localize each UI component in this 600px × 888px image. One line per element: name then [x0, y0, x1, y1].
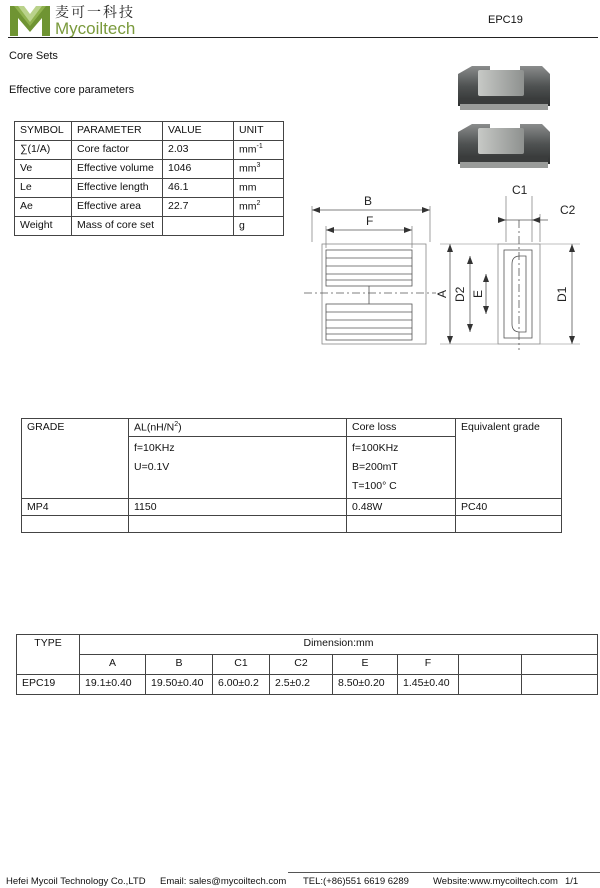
col-header-unit: UNIT: [234, 122, 284, 141]
col-header-type: TYPE: [17, 635, 80, 675]
unit-text: mm: [239, 200, 257, 213]
table-row: [22, 515, 562, 532]
parameter-cell: Effective length: [72, 179, 163, 198]
loss-condition-frequency: f=100KHz: [352, 441, 399, 454]
document-code: EPC19: [488, 14, 523, 26]
al-header-exponent: 2: [174, 421, 179, 428]
unit-exponent: 3: [256, 162, 261, 169]
empty-cell: [456, 515, 562, 532]
col-header-c1: C1: [213, 655, 270, 675]
al-value-cell: 1150: [129, 498, 347, 515]
core-loss-cell: 0.48W: [347, 498, 456, 515]
symbol-cell: Ve: [15, 160, 72, 179]
dim-a-cell: 19.1±0.40: [80, 675, 146, 695]
dim-f-cell: 1.45±0.40: [398, 675, 459, 695]
table-row: [17, 675, 598, 695]
col-header-c2: C2: [270, 655, 333, 675]
dim-label-e: E: [471, 289, 485, 298]
footer-email: Email: sales@mycoiltech.com: [160, 876, 287, 887]
footer-website: Website:www.mycoiltech.com: [433, 876, 558, 887]
lower-core-shape: [458, 124, 550, 168]
col-header-al: [129, 419, 347, 437]
dim-label-f: F: [366, 214, 374, 228]
col-header-grade: GRADE: [22, 419, 129, 499]
unit-text: mm: [239, 143, 257, 156]
footer-company: Hefei Mycoil Technology Co.,LTD: [6, 876, 146, 887]
col-header-a: A: [80, 655, 146, 675]
table-header-row: [17, 635, 598, 655]
dim-b-cell: 19.50±0.40: [146, 675, 213, 695]
col-header-b: B: [146, 655, 213, 675]
grade-table: [21, 418, 562, 533]
loss-condition-temperature: T=100° C: [352, 479, 397, 492]
logo-english-name: Mycoiltech: [55, 19, 136, 38]
params-title: Effective core parameters: [9, 84, 135, 96]
table-row: [15, 217, 284, 236]
value-cell: 46.1: [163, 179, 234, 198]
value-cell: 22.7: [163, 198, 234, 217]
empty-cell: [522, 675, 598, 695]
dim-label-d1: D1: [555, 286, 569, 302]
al-conditions-cell: [129, 436, 347, 498]
table-header-row: [15, 122, 284, 141]
parameter-cell: Effective volume: [72, 160, 163, 179]
unit-cell: [234, 160, 284, 179]
parameter-cell: Core factor: [72, 141, 163, 160]
footer-page-number: 1/1: [565, 876, 579, 887]
value-cell: 1046: [163, 160, 234, 179]
unit-text: g: [239, 219, 245, 232]
symbol-cell: Le: [15, 179, 72, 198]
unit-text: mm: [239, 181, 257, 194]
unit-cell: [234, 198, 284, 217]
al-condition-frequency: f=10KHz: [134, 441, 175, 454]
table-header-row: [22, 419, 562, 437]
value-cell: [163, 217, 234, 236]
dim-label-c1: C1: [512, 183, 528, 197]
dim-label-c2: C2: [560, 203, 576, 217]
unit-text: mm: [239, 162, 257, 175]
unit-cell: [234, 141, 284, 160]
table-row: [15, 141, 284, 160]
empty-cell: [22, 515, 129, 532]
table-row: [15, 179, 284, 198]
unit-exponent: -1: [256, 143, 263, 150]
unit-cell: [234, 217, 284, 236]
empty-cell: [129, 515, 347, 532]
empty-cell: [459, 675, 522, 695]
symbol-cell: Ae: [15, 198, 72, 217]
parameter-cell: Mass of core set: [72, 217, 163, 236]
dim-label-a: A: [435, 289, 449, 298]
equivalent-grade-cell: PC40: [456, 498, 562, 515]
col-header-parameter: PARAMETER: [72, 122, 163, 141]
unit-cell: [234, 179, 284, 198]
value-cell: 2.03: [163, 141, 234, 160]
al-header-close: ): [178, 421, 182, 434]
empty-cell: [347, 515, 456, 532]
al-header-text: AL(nH/N: [134, 421, 175, 434]
table-row: [22, 498, 562, 515]
header-rule: [8, 37, 598, 38]
loss-condition-flux: B=200mT: [352, 460, 398, 473]
dim-label-d2: D2: [453, 286, 467, 302]
col-header-value: VALUE: [163, 122, 234, 141]
col-header-blank: [459, 655, 522, 675]
dim-c2-cell: 2.5±0.2: [270, 675, 333, 695]
table-subheader-row: [17, 655, 598, 675]
dim-e-cell: 8.50±0.20: [333, 675, 398, 695]
symbol-cell: ∑(1/A): [15, 141, 72, 160]
unit-exponent: 2: [256, 200, 261, 207]
col-header-equivalent-grade: Equivalent grade: [456, 419, 562, 499]
col-header-blank: [522, 655, 598, 675]
dimension-diagram: [300, 180, 592, 350]
table-row: [15, 198, 284, 217]
core-params-table: [14, 121, 284, 236]
parameter-cell: Effective area: [72, 198, 163, 217]
table-row: [15, 160, 284, 179]
col-header-symbol: SYMBOL: [15, 122, 72, 141]
col-header-dimension: Dimension:mm: [80, 635, 598, 655]
core-photo-image: [450, 60, 560, 182]
dim-label-b: B: [364, 194, 373, 208]
company-logo-icon: [8, 2, 52, 38]
loss-conditions-cell: [347, 436, 456, 498]
al-condition-voltage: U=0.1V: [134, 460, 170, 473]
logo-chinese-name: 麦可一科技: [55, 5, 135, 21]
col-header-core-loss: Core loss: [347, 419, 456, 437]
grade-cell: MP4: [22, 498, 129, 515]
upper-core-shape: [458, 66, 550, 110]
dim-c1-cell: 6.00±0.2: [213, 675, 270, 695]
footer-rule: [288, 872, 600, 873]
symbol-cell: Weight: [15, 217, 72, 236]
section-title: Core Sets: [9, 50, 58, 62]
dimension-table: [16, 634, 598, 695]
col-header-e: E: [333, 655, 398, 675]
col-header-f: F: [398, 655, 459, 675]
footer-phone: TEL:(+86)551 6619 6289: [303, 876, 409, 887]
type-cell: EPC19: [17, 675, 80, 695]
